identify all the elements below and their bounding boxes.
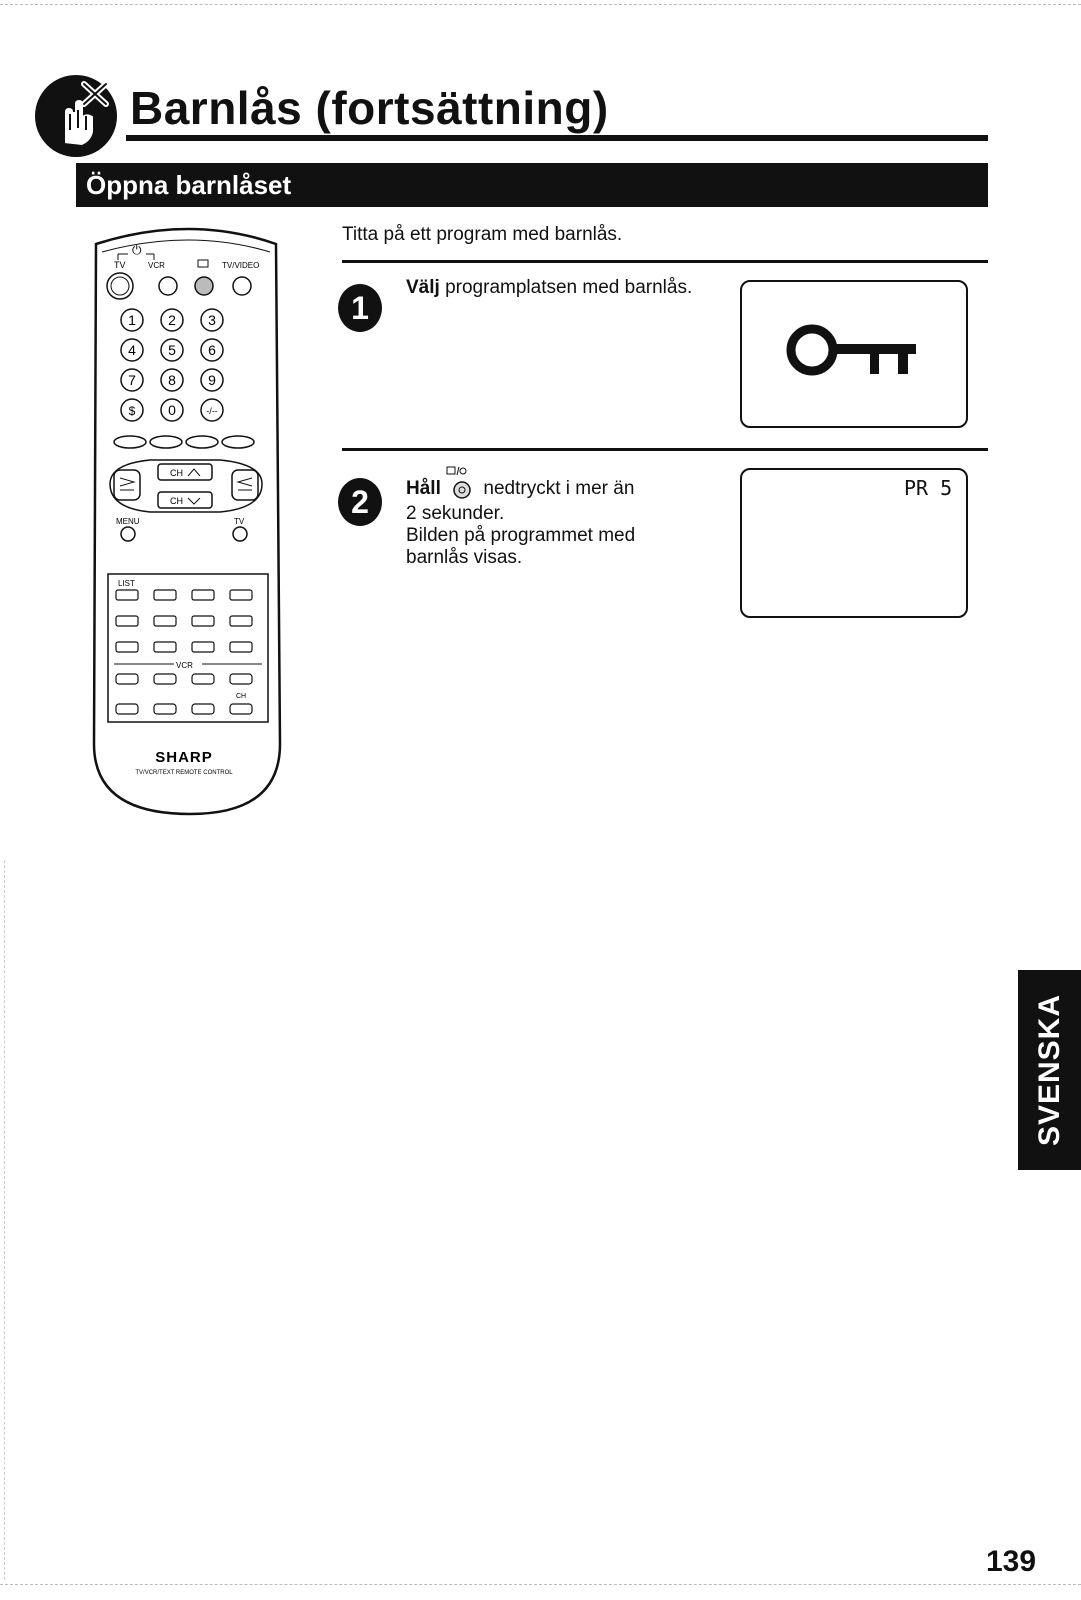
key-8: 8 [168, 372, 176, 388]
step-2-rest: nedtryckt i mer än [483, 478, 635, 499]
menu-label: MENU [116, 517, 140, 526]
svg-text:-/--: -/-- [206, 406, 218, 416]
program-number-label: PR 5 [904, 476, 953, 500]
intro-text: Titta på ett program med barnlås. [342, 224, 623, 245]
bottom-edge-rule [0, 1584, 1081, 1585]
step-2-verb: Håll [406, 478, 441, 499]
step-1-badge [334, 282, 386, 334]
step-1-rule [342, 260, 988, 263]
lock-button-icon [446, 466, 468, 476]
step-2-line1 [406, 476, 634, 501]
title-underline [126, 135, 988, 141]
key-7: 7 [128, 372, 136, 388]
remote-brand: SHARP [155, 749, 213, 766]
remote-tv-label-2: TV [234, 517, 245, 526]
remote-control-illustration [90, 224, 290, 824]
step-1-verb: Välj [406, 277, 440, 298]
remote-tv-label: TV [114, 260, 126, 270]
section-title: Öppna barnlåset [86, 170, 292, 200]
key-0: 0 [168, 402, 176, 418]
child-lock-hand-icon [34, 74, 118, 158]
remote-model: TV/VCR/TEXT REMOTE CONTROL [135, 770, 233, 776]
svg-text:1: 1 [351, 290, 369, 326]
top-edge-rule [0, 4, 1081, 5]
language-tab-text: SVENSKA [1032, 993, 1066, 1147]
step-2-line3: Bilden på programmet med [406, 525, 636, 546]
left-edge-rule [4, 860, 5, 1580]
page-number: 139 [986, 1545, 1037, 1578]
step-1-text [406, 276, 692, 300]
key-4: 4 [128, 342, 136, 358]
svg-text:$: $ [128, 404, 136, 418]
lock-button-circle-icon [450, 476, 474, 500]
list-label: LIST [118, 579, 135, 588]
remote-tvvideo-label: TV/VIDEO [222, 261, 260, 270]
svg-text:⏻: ⏻ [132, 243, 142, 257]
step-2-badge [334, 476, 386, 528]
key-5: 5 [168, 342, 176, 358]
key-1: 1 [128, 312, 136, 328]
step-1-rest: programplatsen med barnlås. [439, 277, 693, 298]
step-2-line2: 2 sekunder. [406, 503, 505, 524]
step-2-rule [342, 448, 988, 451]
page-title: Barnlås (fortsättning) [130, 82, 609, 134]
vcr-label: VCR [176, 661, 193, 670]
key-9: 9 [208, 372, 216, 388]
key-icon [786, 322, 920, 378]
vcr-ch-label: CH [236, 693, 247, 700]
key-3: 3 [208, 312, 216, 328]
svg-text:2: 2 [351, 484, 369, 520]
ch-up-label: CH [170, 468, 183, 478]
step-2-line4: barnlås visas. [406, 547, 523, 568]
ch-down-label: CH [170, 496, 183, 506]
remote-vcr-label: VCR [148, 261, 165, 270]
key-6: 6 [208, 342, 216, 358]
key-2: 2 [168, 312, 176, 328]
